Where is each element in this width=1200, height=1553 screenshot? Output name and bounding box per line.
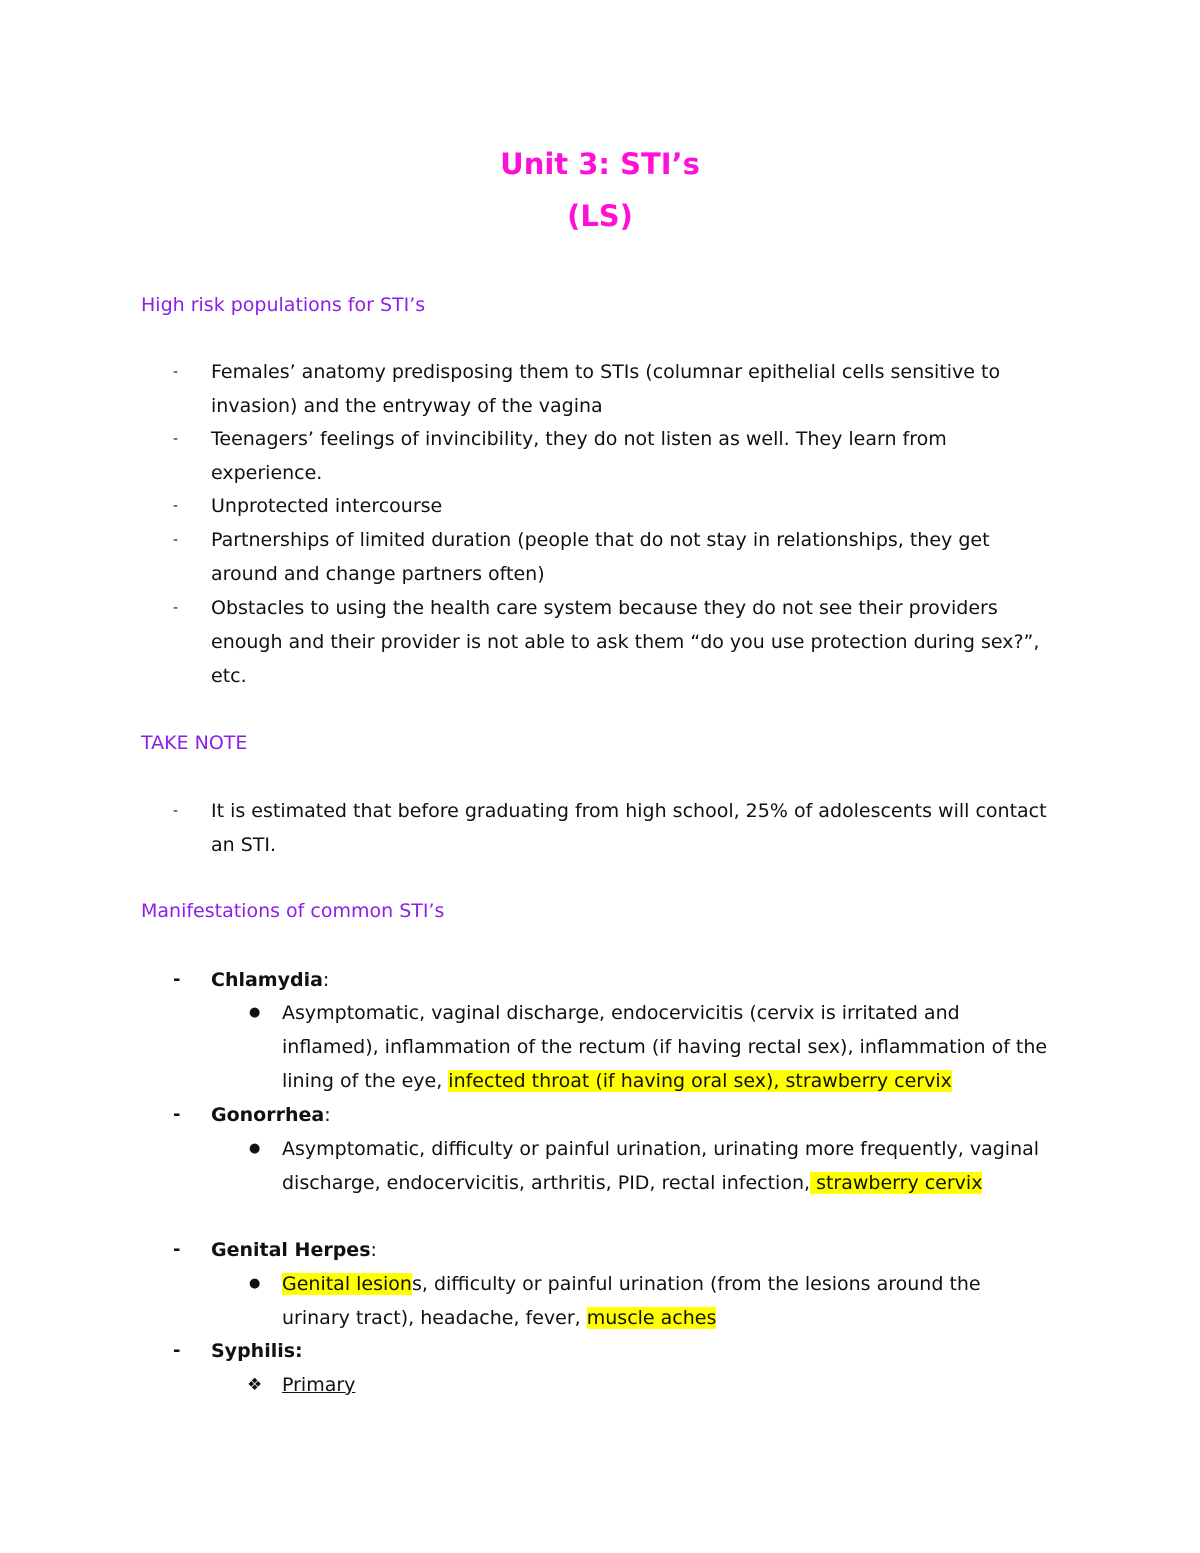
section-heading-take-note: TAKE NOTE bbox=[141, 732, 248, 754]
sti-symptoms-gonorrhea bbox=[244, 1132, 1054, 1200]
title-line-2: (LS) bbox=[567, 199, 633, 233]
list-item-text: Obstacles to using the health care system because they do not see their providers enough and their provider is not able to ask them “do you use protection during sex?”, etc. bbox=[211, 597, 1040, 687]
list-item bbox=[141, 422, 1061, 490]
section-heading-manifestations: Manifestations of common STI’s bbox=[141, 900, 445, 922]
list-item bbox=[141, 489, 1061, 523]
symptom-text: s, difficulty or painful urination (from the lesions around the urinary tract), headache, fever, bbox=[282, 1273, 981, 1329]
section-heading-high-risk: High risk populations for STI’s bbox=[141, 294, 426, 316]
bullet-icon: ● bbox=[249, 1005, 261, 1020]
dash-marker: - bbox=[173, 364, 179, 380]
colon: : bbox=[370, 1239, 377, 1261]
bullet-icon: ● bbox=[249, 1141, 261, 1156]
dash-marker: - bbox=[173, 600, 179, 616]
sti-item-chlamydia bbox=[141, 963, 1061, 997]
dash-marker: - bbox=[173, 1104, 181, 1125]
sti-name: Gonorrhea bbox=[211, 1104, 325, 1126]
highlighted-text: Genital lesion bbox=[282, 1273, 412, 1295]
sti-symptoms-chlamydia bbox=[244, 996, 1054, 1098]
list-item bbox=[141, 523, 1061, 591]
title-line-1: Unit 3: STI’s bbox=[500, 147, 700, 181]
sti-name: Chlamydia bbox=[211, 969, 323, 991]
list-item-text: Unprotected intercourse bbox=[211, 495, 443, 517]
dash-marker: - bbox=[173, 1340, 181, 1361]
dash-marker: - bbox=[173, 498, 179, 514]
list-item bbox=[141, 794, 1061, 862]
sti-item-genital-herpes bbox=[141, 1233, 1061, 1267]
list-item bbox=[141, 591, 1061, 693]
sti-item-syphilis bbox=[141, 1334, 1061, 1368]
colon: : bbox=[324, 1104, 331, 1126]
dash-marker: - bbox=[173, 1239, 181, 1260]
sti-name: Genital Herpes bbox=[211, 1239, 371, 1261]
highlighted-text: infected throat (if having oral sex), strawberry cervix bbox=[448, 1070, 952, 1092]
list-item-text: Females’ anatomy predisposing them to STIs (columnar epithelial cells sensitive to invasion) and the entryway of the vagina bbox=[211, 361, 1001, 417]
sti-name: Syphilis: bbox=[211, 1340, 303, 1362]
bullet-icon: ● bbox=[249, 1276, 261, 1291]
highlighted-text: strawberry cervix bbox=[810, 1172, 983, 1194]
list-item-text: Partnerships of limited duration (people that do not stay in relationships, they get around and change partners often) bbox=[211, 529, 990, 585]
symptom-text: Asymptomatic, vaginal discharge, endocervicitis (cervix is irritated and inflamed), inflammation of the rectum (if having rectal sex), inflammation of the lining of the eye, bbox=[282, 1002, 1048, 1092]
syphilis-stage-primary bbox=[244, 1368, 1054, 1402]
diamond-bullet-icon: ❖ bbox=[247, 1375, 263, 1395]
sti-item-gonorrhea bbox=[141, 1098, 1061, 1132]
dash-marker: - bbox=[173, 803, 179, 819]
dash-marker: - bbox=[173, 532, 179, 548]
sti-symptoms-genital-herpes bbox=[244, 1267, 1054, 1335]
stage-label: Primary bbox=[282, 1374, 356, 1396]
dash-marker: - bbox=[173, 431, 179, 447]
list-item bbox=[141, 355, 1061, 423]
list-item-text: Teenagers’ feelings of invincibility, they do not listen as well. They learn from experience. bbox=[211, 428, 947, 484]
colon: : bbox=[322, 969, 330, 991]
dash-marker: - bbox=[173, 969, 181, 990]
list-item-text: It is estimated that before graduating from high school, 25% of adolescents will contact an STI. bbox=[211, 800, 1047, 856]
symptom-text: Asymptomatic, difficulty or painful urination, urinating more frequently, vaginal discharge, endocervicitis, arthritis, PID, rectal infection, bbox=[282, 1138, 1040, 1194]
highlighted-text: muscle aches bbox=[586, 1307, 717, 1329]
